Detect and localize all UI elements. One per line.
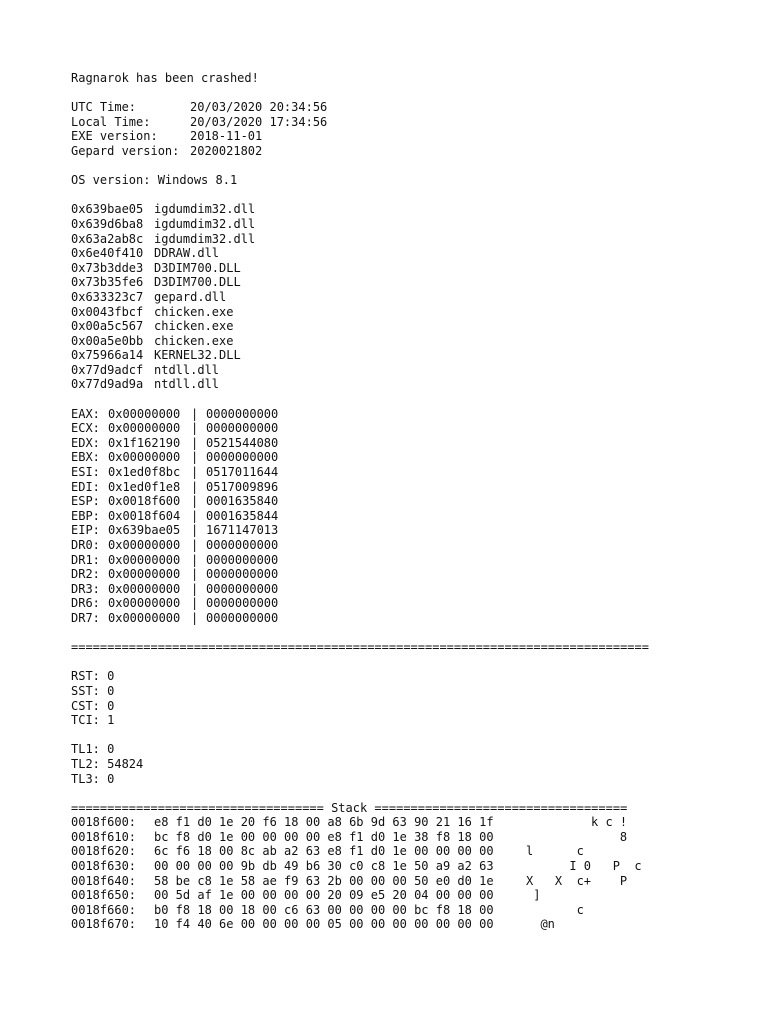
register-divider: | (191, 581, 199, 596)
timer-line: TL3: 0 (71, 771, 115, 786)
register-divider: | (191, 538, 199, 552)
register-dec: 0000000000 (206, 421, 279, 436)
counter-line: SST: 0 (71, 683, 115, 698)
callstack-row (71, 275, 751, 290)
register-hex: 0x0018f604 (108, 508, 181, 523)
callstack-module: chicken.exe (154, 319, 234, 334)
callstack-row (71, 217, 751, 232)
stack-ascii: k c ! (526, 815, 628, 830)
stack-dump (71, 815, 751, 932)
callstack-module: igdumdim32.dll (154, 202, 256, 217)
stack-row (71, 903, 751, 918)
callstack-row (71, 334, 751, 349)
os-version: OS version: Windows 8.1 (71, 173, 238, 188)
info-value: 20/03/2020 17:34:56 (190, 114, 328, 129)
spacer (71, 392, 751, 407)
register-hex: 0x0018f600 (108, 494, 181, 509)
register-dec: 0000000000 (206, 552, 279, 567)
register-divider: | (191, 479, 199, 494)
callstack-address: 0x639bae05 (71, 202, 144, 217)
register-name: EDI: (71, 479, 100, 494)
register-hex: 0x639bae05 (108, 523, 181, 538)
callstack-module: chicken.exe (154, 333, 234, 348)
stack-bytes: 00 5d af 1e 00 00 00 00 20 09 e5 20 04 00 00 00 (154, 888, 494, 903)
callstack-address: 0x633323c7 (71, 289, 144, 304)
callstack-address: 0x00a5c567 (71, 319, 144, 334)
stack-ascii: I 0 P c (526, 859, 642, 874)
info-section (71, 100, 751, 158)
callstack-module: KERNEL32.DLL (154, 348, 241, 363)
callstack-module: chicken.exe (154, 304, 234, 319)
stack-ascii: l c (526, 844, 584, 859)
register-hex: 0x00000000 (108, 538, 181, 552)
stack-row (71, 844, 751, 859)
register-dec: 0001635840 (206, 494, 279, 509)
separator-line: ================================================================================ (71, 640, 649, 655)
callstack-row (71, 232, 751, 247)
callstack-module: igdumdim32.dll (154, 231, 256, 246)
callstack-address: 0x77d9adcf (71, 362, 144, 377)
register-row (71, 407, 751, 422)
stack-address: 0018f670: (71, 917, 137, 932)
register-name: EIP: (71, 523, 100, 538)
register-divider: | (191, 435, 199, 450)
register-dec: 0000000000 (206, 538, 279, 552)
callstack-row (71, 305, 751, 320)
register-row (71, 567, 751, 582)
callstack-address: 0x639d6ba8 (71, 216, 144, 231)
callstack-row (71, 202, 751, 217)
stack-row (71, 888, 751, 903)
register-hex: 0x1ed0f1e8 (108, 479, 181, 494)
stack-bytes: 00 00 00 00 9b db 49 b6 30 c0 c8 1e 50 a9 a2 63 (154, 859, 494, 874)
info-label: Gepard version: (71, 143, 180, 158)
register-hex: 0x1f162190 (108, 435, 181, 450)
register-divider: | (191, 465, 199, 480)
stack-bytes: e8 f1 d0 1e 20 f6 18 00 a8 6b 9d 63 90 21 16 1f (154, 815, 494, 830)
counter-list (71, 669, 751, 727)
stack-row (71, 830, 751, 845)
timer-line: TL2: 54824 (71, 756, 144, 771)
register-dec: 0000000000 (206, 406, 279, 421)
register-name: DR3: (71, 581, 100, 596)
stack-address: 0018f610: (71, 829, 137, 844)
stack-bytes: bc f8 d0 1e 00 00 00 00 e8 f1 d0 1e 38 f8 18 00 (154, 829, 494, 844)
timer-list (71, 742, 751, 786)
counter-line: CST: 0 (71, 698, 115, 713)
callstack-module: ntdll.dll (154, 362, 220, 377)
callstack-row (71, 319, 751, 334)
stack-address: 0018f630: (71, 859, 137, 874)
register-dec: 1671147013 (206, 523, 279, 538)
register-hex: 0x1ed0f8bc (108, 465, 181, 480)
register-hex: 0x00000000 (108, 581, 181, 596)
stack-address: 0018f600: (71, 815, 137, 830)
register-row (71, 596, 751, 611)
register-name: ESP: (71, 494, 100, 509)
callstack-address: 0x6e40f410 (71, 246, 144, 261)
register-hex: 0x00000000 (108, 567, 181, 582)
register-hex: 0x00000000 (108, 406, 181, 421)
stack-ascii: @n (526, 917, 555, 932)
register-name: ESI: (71, 465, 100, 480)
register-divider: | (191, 421, 199, 436)
callstack-row (71, 377, 751, 392)
callstack-address: 0x77d9ad9a (71, 377, 144, 392)
stack-row (71, 874, 751, 889)
register-name: DR2: (71, 567, 100, 582)
register-dec: 0521544080 (206, 435, 279, 450)
register-name: EBP: (71, 508, 100, 523)
callstack-module: D3DIM700.DLL (154, 260, 241, 275)
register-row (71, 450, 751, 465)
register-name: DR7: (71, 610, 100, 625)
callstack-module: ntdll.dll (154, 377, 220, 392)
register-hex: 0x00000000 (108, 610, 181, 625)
spacer (71, 786, 751, 801)
spacer (71, 626, 751, 641)
callstack-row (71, 246, 751, 261)
register-row (71, 611, 751, 626)
stack-ascii: 8 (526, 829, 628, 844)
register-divider: | (191, 596, 199, 611)
register-hex: 0x00000000 (108, 552, 181, 567)
callstack-row (71, 261, 751, 276)
register-dec: 0517011644 (206, 465, 279, 480)
register-row (71, 494, 751, 509)
register-divider: | (191, 610, 199, 625)
register-divider: | (191, 406, 199, 421)
register-row (71, 538, 751, 553)
info-label: EXE version: (71, 129, 158, 144)
info-label: UTC Time: (71, 100, 137, 115)
stack-address: 0018f640: (71, 873, 137, 888)
register-row (71, 480, 751, 495)
info-value: 20/03/2020 20:34:56 (190, 100, 328, 115)
callstack-row (71, 348, 751, 363)
register-divider: | (191, 567, 199, 582)
register-row (71, 523, 751, 538)
timer-line: TL1: 0 (71, 742, 115, 757)
register-row (71, 465, 751, 480)
callstack-address: 0x73b35fe6 (71, 275, 144, 290)
info-value: 2018-11-01 (190, 129, 263, 144)
register-name: DR0: (71, 538, 100, 552)
counter-line: RST: 0 (71, 669, 115, 684)
spacer (71, 188, 751, 203)
callstack-address: 0x75966a14 (71, 348, 144, 363)
stack-header: =================================== Stack =================================== (71, 800, 628, 815)
register-name: EBX: (71, 450, 100, 465)
spacer (71, 728, 751, 743)
register-row (71, 436, 751, 451)
info-row-exe (71, 129, 751, 144)
stack-bytes: 6c f6 18 00 8c ab a2 63 e8 f1 d0 1e 00 00 00 00 (154, 844, 494, 859)
stack-ascii: X X c+ P (526, 873, 628, 888)
register-row (71, 582, 751, 597)
register-divider: | (191, 552, 199, 567)
register-divider: | (191, 523, 199, 538)
spacer (71, 159, 751, 174)
register-name: ECX: (71, 421, 100, 436)
callstack-module: gepard.dll (154, 289, 227, 304)
callstack-module: igdumdim32.dll (154, 216, 256, 231)
spacer (71, 86, 751, 101)
register-row (71, 421, 751, 436)
register-divider: | (191, 494, 199, 509)
callstack-address: 0x0043fbcf (71, 304, 144, 319)
register-row (71, 509, 751, 524)
stack-bytes: 10 f4 40 6e 00 00 00 00 05 00 00 00 00 00 00 00 (154, 917, 494, 932)
counter-line: TCI: 1 (71, 713, 115, 728)
stack-bytes: 58 be c8 1e 58 ae f9 63 2b 00 00 00 50 e0 d0 1e (154, 873, 494, 888)
register-divider: | (191, 450, 199, 465)
stack-row (71, 859, 751, 874)
register-dec: 0000000000 (206, 596, 279, 611)
callstack-address: 0x73b3dde3 (71, 260, 144, 275)
stack-ascii: ] (526, 888, 541, 903)
register-hex: 0x00000000 (108, 421, 181, 436)
register-name: DR6: (71, 596, 100, 611)
register-name: DR1: (71, 552, 100, 567)
crash-message: Ragnarok has been crashed! (71, 71, 259, 85)
stack-address: 0018f660: (71, 902, 137, 917)
info-row-utc (71, 100, 751, 115)
register-dec: 0000000000 (206, 581, 279, 596)
info-value: 2020021802 (190, 143, 263, 158)
register-hex: 0x00000000 (108, 596, 181, 611)
stack-row (71, 815, 751, 830)
callstack-address: 0x00a5e0bb (71, 333, 144, 348)
callstack-module: D3DIM700.DLL (154, 275, 241, 290)
info-row-local (71, 115, 751, 130)
callstack-row (71, 363, 751, 378)
register-name: EDX: (71, 435, 100, 450)
register-name: EAX: (71, 406, 100, 421)
stack-bytes: b0 f8 18 00 18 00 c6 63 00 00 00 00 bc f8 18 00 (154, 902, 494, 917)
register-dec: 0000000000 (206, 567, 279, 582)
info-label: Local Time: (71, 114, 151, 129)
register-hex: 0x00000000 (108, 450, 181, 465)
stack-row (71, 917, 751, 932)
callstack-row (71, 290, 751, 305)
register-list (71, 407, 751, 626)
register-dec: 0001635844 (206, 508, 279, 523)
spacer (71, 655, 751, 670)
info-row-gepard (71, 144, 751, 159)
stack-address: 0018f650: (71, 888, 137, 903)
crash-report (71, 71, 751, 932)
register-row (71, 553, 751, 568)
register-dec: 0517009896 (206, 479, 279, 494)
stack-address: 0018f620: (71, 844, 137, 859)
callstack-list (71, 202, 751, 392)
register-dec: 0000000000 (206, 610, 279, 625)
stack-ascii: c (526, 902, 584, 917)
callstack-address: 0x63a2ab8c (71, 231, 144, 246)
callstack-module: DDRAW.dll (154, 246, 220, 261)
register-divider: | (191, 508, 199, 523)
register-dec: 0000000000 (206, 450, 279, 465)
